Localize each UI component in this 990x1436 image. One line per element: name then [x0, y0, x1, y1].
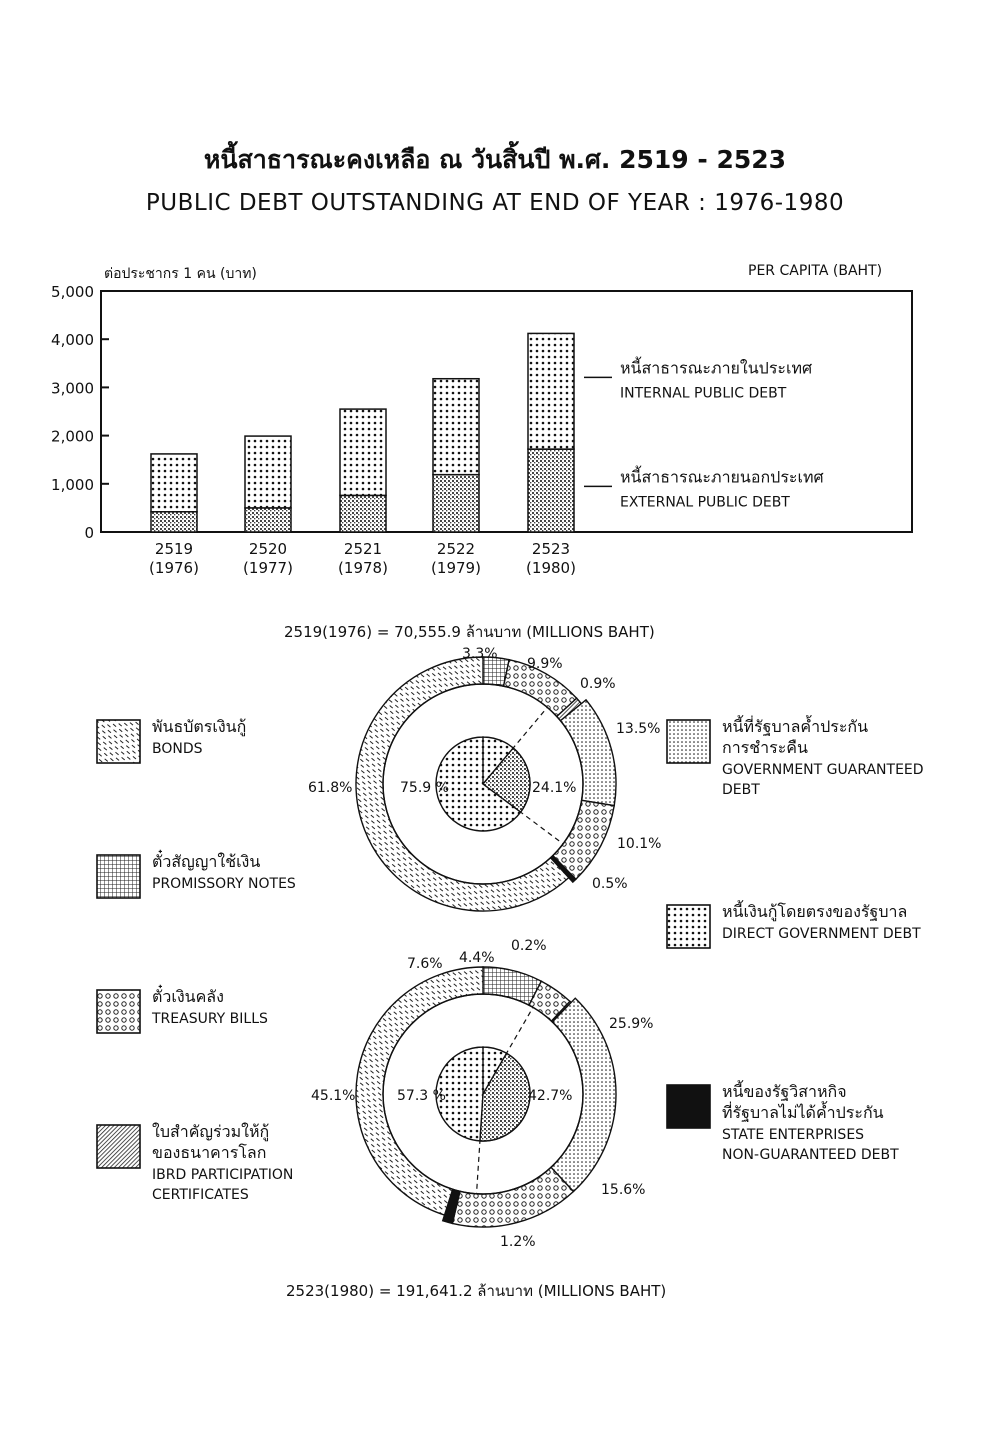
bar-external-2523 — [528, 449, 574, 532]
outer-label-guaranteed: 25.9% — [609, 1016, 654, 1032]
y-tick-label: 1,000 — [51, 475, 94, 494]
outer-label-tbills-g: 10.1% — [617, 836, 662, 852]
legend-swatch-1 — [97, 855, 140, 898]
series-label-internal-thai: หนี้สาธารณะภายในประเทศ — [620, 358, 813, 378]
legend-label-thai: การชำระคืน — [722, 738, 808, 757]
legend-label: STATE ENTERPRISES — [722, 1127, 865, 1143]
outer-label-tbills: 4.4% — [459, 950, 495, 966]
bar-internal-2522 — [433, 379, 479, 475]
series-label-internal: INTERNAL PUBLIC DEBT — [620, 385, 787, 402]
legend-label: BONDS — [152, 741, 203, 757]
legend-label: DIRECT GOVERNMENT DEBT — [722, 926, 921, 942]
outer-label-state: 1.2% — [500, 1234, 536, 1250]
bar-external-2520 — [245, 508, 291, 532]
outer-slice-5 — [452, 1167, 573, 1227]
legend-swatch-3 — [97, 1125, 140, 1168]
x-tick-label: 2521 — [343, 540, 383, 558]
outer-label-bonds: 45.1% — [311, 1088, 356, 1104]
legend-label: IBRD PARTICIPATION — [152, 1167, 294, 1183]
y-axis-label-thai: ต่อประชากร 1 คน (บาท) — [104, 266, 257, 282]
legend-label-thai: หนี้เงินกู้โดยตรงของรัฐบาล — [722, 902, 908, 921]
legend-swatch-2 — [97, 990, 140, 1033]
legend-label: PROMISSORY NOTES — [152, 876, 296, 892]
legend-label: DEBT — [722, 782, 760, 798]
legend-label-thai: พันธบัตรเงินกู้ — [152, 717, 247, 736]
y-tick-label: 5,000 — [51, 283, 94, 301]
legend-label-thai: ของธนาคารโลก — [152, 1143, 267, 1162]
legend-label: NON-GUARANTEED DEBT — [722, 1147, 899, 1163]
legend-label-thai: ตั๋วสัญญาใช้เงิน — [152, 852, 261, 871]
outer-label-promissory: 3.3% — [462, 646, 498, 662]
legend-label-thai: ตั๋วเงินคลัง — [152, 987, 224, 1006]
inner-label-direct: 75.9 % — [400, 780, 449, 796]
y-tick-label: 3,000 — [51, 379, 94, 398]
series-label-external: EXTERNAL PUBLIC DEBT — [620, 494, 790, 511]
inner-label-guaranteed: 24.1% — [532, 780, 577, 796]
pie-1976-title: 2519(1976) = 70,555.9 ล้านบาท (MILLIONS BAHT) — [284, 623, 655, 641]
bar-internal-2521 — [340, 409, 386, 495]
y-tick-label: 4,000 — [51, 331, 94, 350]
bar-external-2522 — [433, 475, 479, 532]
legend-swatch-0 — [97, 720, 140, 763]
outer-label-ibrd: 0.9% — [580, 676, 616, 692]
outer-label-ibrd: 0.2% — [511, 938, 547, 954]
inner-label-guaranteed: 42.7% — [528, 1088, 573, 1104]
outer-label-state: 0.5% — [592, 876, 628, 892]
outer-label-tbills-g: 15.6% — [601, 1182, 646, 1198]
outer-label-promissory: 7.6% — [407, 956, 443, 972]
donut-chart-1976 — [308, 646, 661, 911]
legend-label-thai: หนี้ของรัฐวิสาหกิจ — [722, 1082, 847, 1101]
x-tick-label: 2520 — [248, 540, 288, 558]
x-tick-label-sub: (1977) — [243, 559, 293, 577]
y-tick-label: 2,000 — [51, 427, 94, 446]
legend-swatch-6 — [667, 1085, 710, 1128]
chart-title-english: PUBLIC DEBT OUTSTANDING AT END OF YEAR : 1976-1980 — [145, 190, 845, 216]
x-tick-label-sub: (1976) — [149, 559, 199, 577]
y-axis-label-english: PER CAPITA (BAHT) — [748, 263, 883, 279]
legend-label: TREASURY BILLS — [152, 1011, 268, 1027]
x-tick-label: 2522 — [436, 540, 476, 558]
x-tick-label: 2519 — [154, 540, 194, 558]
plot-frame — [101, 291, 912, 532]
outer-label-bonds: 61.8% — [308, 780, 353, 796]
x-tick-label-sub: (1980) — [526, 559, 576, 577]
x-tick-label-sub: (1979) — [431, 559, 481, 577]
legend-label-thai: หนี้ที่รัฐบาลค้ำประกัน — [722, 717, 869, 736]
outer-label-tbills: 9.9% — [527, 656, 563, 672]
legend-swatch-4 — [667, 720, 710, 763]
bar-external-2521 — [340, 495, 386, 532]
bar-internal-2520 — [245, 436, 291, 508]
x-tick-label-sub: (1978) — [338, 559, 388, 577]
legend-label: GOVERNMENT GUARANTEED — [722, 762, 924, 778]
legend-label-thai: ใบสำคัญร่วมให้กู้ — [152, 1122, 270, 1141]
donut-chart-1980 — [311, 938, 653, 1250]
bar-internal-2523 — [528, 333, 574, 449]
x-tick-label: 2523 — [531, 540, 571, 558]
y-tick-label: 0 — [84, 524, 94, 542]
pie-1980-title: 2523(1980) = 191,641.2 ล้านบาท (MILLIONS BAHT) — [286, 1282, 667, 1300]
legend-label-thai: ที่รัฐบาลไม่ได้ค้ำประกัน — [722, 1103, 884, 1122]
bar-internal-2519 — [151, 454, 197, 512]
legend-label: CERTIFICATES — [152, 1187, 249, 1203]
series-label-external-thai: หนี้สาธารณะภายนอกประเทศ — [620, 467, 824, 487]
bar-external-2519 — [151, 512, 197, 532]
outer-label-guaranteed: 13.5% — [616, 721, 661, 737]
chart-title-thai: หนี้สาธารณะคงเหลือ ณ วันสิ้นปี พ.ศ. 2519 - 2523 — [203, 145, 787, 174]
bar-chart — [51, 283, 912, 577]
legend-swatch-5 — [667, 905, 710, 948]
inner-label-direct: 57.3 % — [397, 1088, 446, 1104]
